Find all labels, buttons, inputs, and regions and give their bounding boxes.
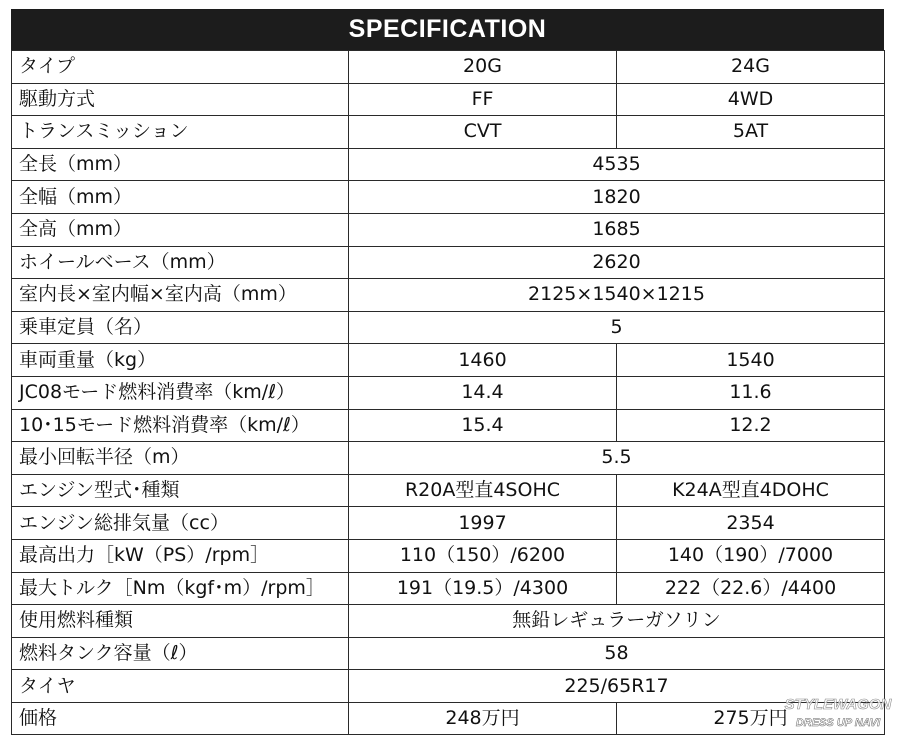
spec-row-value-24g: 275万円 <box>617 702 885 735</box>
spec-row <box>12 116 885 149</box>
spec-row-label: エンジン総排気量（cc） <box>12 507 349 540</box>
spec-row-value-20g: 248万円 <box>349 702 617 735</box>
spec-row-value-20g: 14.4 <box>349 376 617 409</box>
spec-row-label: 燃料タンク容量（ℓ） <box>12 637 349 670</box>
spec-row-value-shared: 無鉛レギュラーガソリン <box>349 605 885 638</box>
spec-row <box>12 670 885 703</box>
spec-row <box>12 376 885 409</box>
spec-row-value-24g: 5AT <box>617 116 885 149</box>
spec-row-label: 最大トルク［Nm（kgf･m）/rpm］ <box>12 572 349 605</box>
spec-row-label: 全高（mm） <box>12 213 349 246</box>
spec-row <box>12 51 885 84</box>
spec-row-value-shared: 58 <box>349 637 885 670</box>
spec-row <box>12 442 885 475</box>
spec-row-value-20g: CVT <box>349 116 617 149</box>
spec-row-value-24g: 140（190）/7000 <box>617 539 885 572</box>
spec-row-value-shared: 2620 <box>349 246 885 279</box>
spec-row-label: JC08モード燃料消費率（km/ℓ） <box>12 376 349 409</box>
spec-row <box>12 507 885 540</box>
spec-row-label: エンジン型式･種類 <box>12 474 349 507</box>
spec-row-label: タイプ <box>12 51 349 84</box>
spec-row-value-24g: 222（22.6）/4400 <box>617 572 885 605</box>
spec-row-label: 駆動方式 <box>12 83 349 116</box>
spec-row-value-shared: 4535 <box>349 148 885 181</box>
spec-row-label: タイヤ <box>12 670 349 703</box>
spec-row-value-20g: 20G <box>349 51 617 84</box>
spec-row-label: 室内長×室内幅×室内高（mm） <box>12 279 349 312</box>
spec-row-label: トランスミッション <box>12 116 349 149</box>
spec-row-value-20g: 191（19.5）/4300 <box>349 572 617 605</box>
spec-row-value-24g: 24G <box>617 51 885 84</box>
spec-row-label: ホイールベース（mm） <box>12 246 349 279</box>
spec-row-value-20g: 1997 <box>349 507 617 540</box>
spec-row <box>12 474 885 507</box>
spec-row <box>12 213 885 246</box>
spec-row-value-24g: 12.2 <box>617 409 885 442</box>
spec-row <box>12 279 885 312</box>
spec-row-value-24g: 2354 <box>617 507 885 540</box>
spec-row-label: 車両重量（kg） <box>12 344 349 377</box>
spec-row-value-shared: 1685 <box>349 213 885 246</box>
spec-table <box>11 50 885 735</box>
spec-row-label: 最小回転半径（m） <box>12 442 349 475</box>
spec-row-value-shared: 2125×1540×1215 <box>349 279 885 312</box>
spec-sheet <box>11 9 884 735</box>
spec-row-value-shared: 5.5 <box>349 442 885 475</box>
spec-row-value-24g: 1540 <box>617 344 885 377</box>
spec-row-value-20g: 110（150）/6200 <box>349 539 617 572</box>
watermark-line2: DRESS UP NAVI <box>795 717 881 729</box>
spec-row-value-24g: 4WD <box>617 83 885 116</box>
spec-row <box>12 344 885 377</box>
spec-row-label: 使用燃料種類 <box>12 605 349 638</box>
spec-row-label: 最高出力［kW（PS）/rpm］ <box>12 539 349 572</box>
spec-row-label: 10･15モード燃料消費率（km/ℓ） <box>12 409 349 442</box>
spec-row <box>12 539 885 572</box>
spec-row <box>12 181 885 214</box>
spec-row-value-shared: 5 <box>349 311 885 344</box>
spec-title: SPECIFICATION <box>11 9 884 50</box>
spec-row <box>12 605 885 638</box>
watermark-line1: STYLEWAGON <box>784 696 892 713</box>
spec-row <box>12 83 885 116</box>
spec-row <box>12 148 885 181</box>
spec-row-value-20g: 15.4 <box>349 409 617 442</box>
spec-row <box>12 311 885 344</box>
spec-row-value-24g: 11.6 <box>617 376 885 409</box>
spec-row-label: 全幅（mm） <box>12 181 349 214</box>
spec-row <box>12 246 885 279</box>
spec-row <box>12 702 885 735</box>
spec-row-value-shared: 1820 <box>349 181 885 214</box>
spec-table-body <box>12 51 885 735</box>
spec-row-label: 価格 <box>12 702 349 735</box>
spec-row-value-20g: FF <box>349 83 617 116</box>
spec-row-value-shared: 225/65R17 <box>349 670 885 703</box>
spec-row-value-20g: R20A型直4SOHC <box>349 474 617 507</box>
spec-row <box>12 409 885 442</box>
spec-row <box>12 572 885 605</box>
spec-row-value-24g: K24A型直4DOHC <box>617 474 885 507</box>
spec-row-label: 乗車定員（名） <box>12 311 349 344</box>
spec-row-label: 全長（mm） <box>12 148 349 181</box>
spec-row-value-20g: 1460 <box>349 344 617 377</box>
spec-row <box>12 637 885 670</box>
